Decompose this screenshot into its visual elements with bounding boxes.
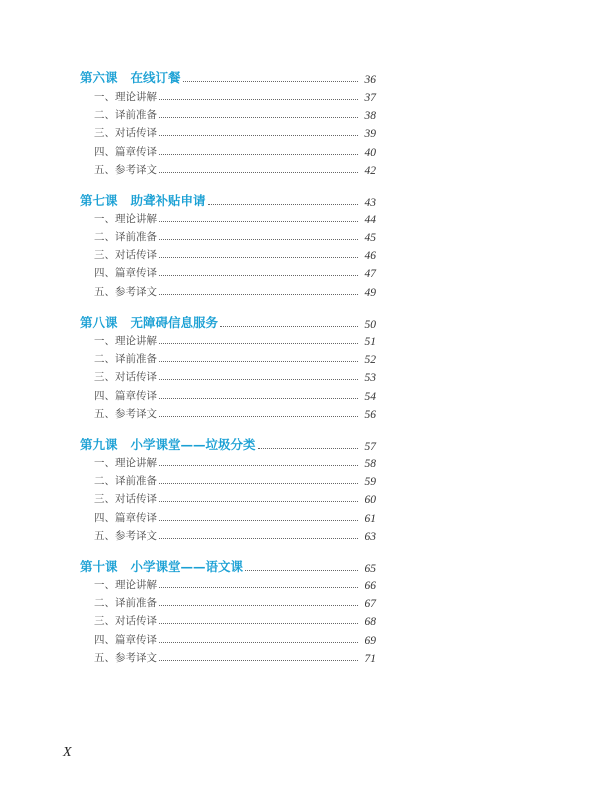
dot-leader [159,642,358,643]
folio-page-number: X [63,745,72,760]
dot-leader [159,398,358,399]
toc-item[interactable] [94,350,376,366]
dot-leader [159,416,358,417]
toc-item[interactable] [94,124,376,140]
toc-item[interactable] [94,454,376,470]
toc-item-label: 二、译前准备 [94,353,157,365]
lesson-number: 第九课 [80,437,118,452]
lesson-title: 助聋补贴申请 [130,193,206,208]
dot-leader [183,81,358,82]
dot-leader [159,361,358,362]
lesson-number: 第十课 [80,559,118,574]
toc-lesson-8[interactable] [80,313,376,331]
dot-leader [159,294,358,295]
toc-item[interactable] [94,472,376,488]
dot-leader [220,326,358,327]
lesson-title: 在线订餐 [130,70,181,85]
page-number: 68 [364,616,376,628]
toc-item[interactable] [94,576,376,592]
toc-lesson-6[interactable] [80,68,376,86]
toc-item-label: 一、理论讲解 [94,335,157,347]
page-number: 42 [364,165,376,177]
toc-item-label: 四、篇章传译 [94,390,157,402]
toc-item-label: 三、对话传译 [94,249,157,261]
toc-item-label: 三、对话传译 [94,127,157,139]
toc-item-label: 五、参考译文 [94,408,157,420]
toc-item-label: 五、参考译文 [94,530,157,542]
dot-leader [159,605,358,606]
toc-item-label: 一、理论讲解 [94,91,157,103]
dot-leader [245,570,358,571]
toc-item[interactable] [94,387,376,403]
dot-leader [159,239,358,240]
toc-item[interactable] [94,332,376,348]
toc-item[interactable] [94,283,376,299]
toc-item-label: 四、篇章传译 [94,146,157,158]
toc-item-label: 四、篇章传译 [94,634,157,646]
dot-leader [258,448,358,449]
page-number: 69 [364,635,376,647]
dot-leader [208,204,358,205]
lesson-number: 第八课 [80,315,118,330]
toc-item-label: 五、参考译文 [94,164,157,176]
dot-leader [159,379,358,380]
toc-item-label: 二、译前准备 [94,475,157,487]
lesson-number: 第七课 [80,193,118,208]
lesson-number: 第六课 [80,70,118,85]
toc-item[interactable] [94,143,376,159]
toc-item-label: 二、译前准备 [94,231,157,243]
dot-leader [159,117,358,118]
toc-lesson-10[interactable] [80,557,376,575]
toc-item[interactable] [94,490,376,506]
dot-leader [159,483,358,484]
page-number: 36 [364,74,376,86]
page-number: 50 [364,319,376,331]
dot-leader [159,660,358,661]
toc-item-label: 四、篇章传译 [94,267,157,279]
page-number: 47 [364,268,376,280]
toc-item-label: 一、理论讲解 [94,579,157,591]
page-number: 66 [364,580,376,592]
page-number: 44 [364,214,376,226]
dot-leader [159,465,358,466]
lesson-title: 小学课堂——语文课 [130,559,244,574]
dot-leader [159,343,358,344]
toc-lesson-7[interactable] [80,191,376,209]
dot-leader [159,623,358,624]
page-number: 49 [364,287,376,299]
page-number: 61 [364,513,376,525]
page-number: 57 [364,441,376,453]
dot-leader [159,501,358,502]
page-number: 60 [364,494,376,506]
toc-item-label: 三、对话传译 [94,615,157,627]
page-number: 53 [364,372,376,384]
toc-item[interactable] [94,649,376,665]
toc-item-label: 一、理论讲解 [94,213,157,225]
page-number: 39 [364,128,376,140]
toc-item[interactable] [94,264,376,280]
dot-leader [159,135,358,136]
lesson-title: 无障碍信息服务 [130,315,219,330]
toc-item-label: 二、译前准备 [94,109,157,121]
toc-item[interactable] [94,405,376,421]
dot-leader [159,221,358,222]
page-number: 51 [364,336,376,348]
dot-leader [159,587,358,588]
toc-lesson-9[interactable] [80,435,376,453]
dot-leader [159,257,358,258]
toc-item[interactable] [94,509,376,525]
toc-item-label: 三、对话传译 [94,371,157,383]
toc-item-label: 五、参考译文 [94,286,157,298]
toc-item[interactable] [94,368,376,384]
page-number: 38 [364,110,376,122]
page-number: 71 [364,653,376,665]
page-number: 58 [364,458,376,470]
dot-leader [159,275,358,276]
dot-leader [159,154,358,155]
toc-item[interactable] [94,594,376,610]
toc-item-label: 五、参考译文 [94,652,157,664]
toc-item-label: 一、理论讲解 [94,457,157,469]
toc-item[interactable] [94,106,376,122]
toc-item-label: 二、译前准备 [94,597,157,609]
toc-item[interactable] [94,631,376,647]
page-number: 59 [364,476,376,488]
toc-item[interactable] [94,210,376,226]
page-number: 56 [364,409,376,421]
toc-item[interactable] [94,527,376,543]
page-number: 63 [364,531,376,543]
toc-item[interactable] [94,246,376,262]
page-number: 43 [364,197,376,209]
page-number: 46 [364,250,376,262]
toc-item-label: 四、篇章传译 [94,512,157,524]
toc-item[interactable] [94,228,376,244]
lesson-title: 小学课堂——垃圾分类 [130,437,256,452]
dot-leader [159,99,358,100]
page-number: 45 [364,232,376,244]
toc-item[interactable] [94,161,376,177]
dot-leader [159,172,358,173]
page-number: 52 [364,354,376,366]
toc-item[interactable] [94,88,376,104]
toc-item[interactable] [94,612,376,628]
page-number: 40 [364,147,376,159]
dot-leader [159,538,358,539]
page-number: 65 [364,563,376,575]
toc-item-label: 三、对话传译 [94,493,157,505]
dot-leader [159,520,358,521]
page-number: 37 [364,92,376,104]
page-number: 54 [364,391,376,403]
page-number: 67 [364,598,376,610]
